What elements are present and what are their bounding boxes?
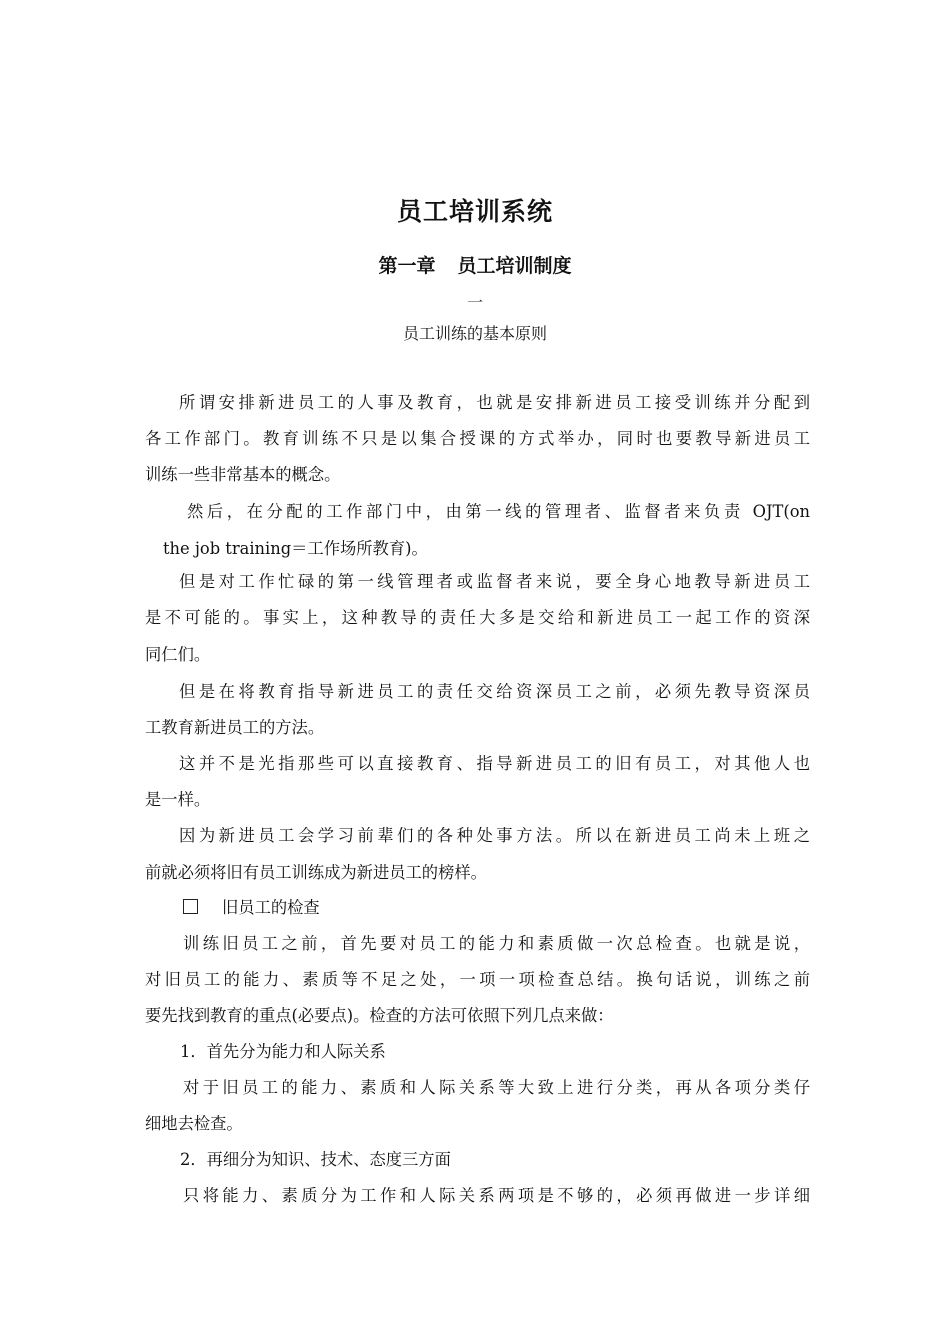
checkbox-icon <box>183 899 198 914</box>
body-line: 各工作部门。教育训练不只是以集合授课的方式举办，同时也要教导新进员工 <box>145 429 810 448</box>
checklist-heading <box>183 896 583 920</box>
document-title: 员工培训系统 <box>396 197 553 226</box>
body-line: 然后，在分配的工作部门中，由第一线的管理者、监督者来负责 OJT(on <box>187 502 810 521</box>
checklist-heading-label: 旧员工的检查 <box>222 898 320 917</box>
numbered-heading: 1．首先分为能力和人际关系 <box>180 1042 386 1061</box>
body-line: 这并不是光指那些可以直接教育、指导新进员工的旧有员工，对其他人也 <box>179 754 810 773</box>
body-line: 对旧员工的能力、素质等不足之处，一项一项检查总结。换句话说，训练之前 <box>145 970 810 989</box>
chapter-heading <box>0 251 950 281</box>
body-line: 但是对工作忙碌的第一线管理者或监督者来说，要全身心地教导新进员工 <box>179 572 810 591</box>
numbered-heading: 2．再细分为知识、技术、态度三方面 <box>180 1150 451 1169</box>
body-line: 所谓安排新进员工的人事及教育，也就是安排新进员工接受训练并分配到 <box>179 393 810 412</box>
body-line: 是不可能的。事实上，这种教导的责任大多是交给和新进员工一起工作的资深 <box>145 608 810 627</box>
body-line: 对于旧员工的能力、素质和人际关系等大致上进行分类，再从各项分类仔 <box>183 1078 810 1097</box>
body-line: 训练旧员工之前，首先要对员工的能力和素质做一次总检查。也就是说， <box>183 934 810 953</box>
chapter-name: 员工培训制度 <box>457 255 572 277</box>
body-line: 但是在将教育指导新进员工的责任交给资深员工之前，必须先教导资深员 <box>179 682 810 701</box>
section-title: 员工训练的基本原则 <box>402 324 547 343</box>
chapter-number: 第一章 <box>378 255 436 277</box>
body-line: 前就必须将旧有员工训练成为新进员工的榜样。 <box>145 863 487 882</box>
body-line: 细地去检查。 <box>145 1114 243 1133</box>
body-line: 是一样。 <box>145 790 211 809</box>
section-number: 一 <box>466 293 483 312</box>
body-line: 因为新进员工会学习前辈们的各种处事方法。所以在新进员工尚未上班之 <box>179 826 810 845</box>
body-line: 只将能力、素质分为工作和人际关系两项是不够的，必须再做进一步详细 <box>183 1186 810 1205</box>
body-line: 训练一些非常基本的概念。 <box>145 465 341 484</box>
body-line: 同仁们。 <box>145 645 211 664</box>
body-line: 工教育新进员工的方法。 <box>145 718 325 737</box>
body-line: 要先找到教育的重点(必要点)。检查的方法可依照下列几点来做： <box>145 1006 614 1025</box>
body-line: the job training＝工作场所教育)。 <box>163 539 428 558</box>
